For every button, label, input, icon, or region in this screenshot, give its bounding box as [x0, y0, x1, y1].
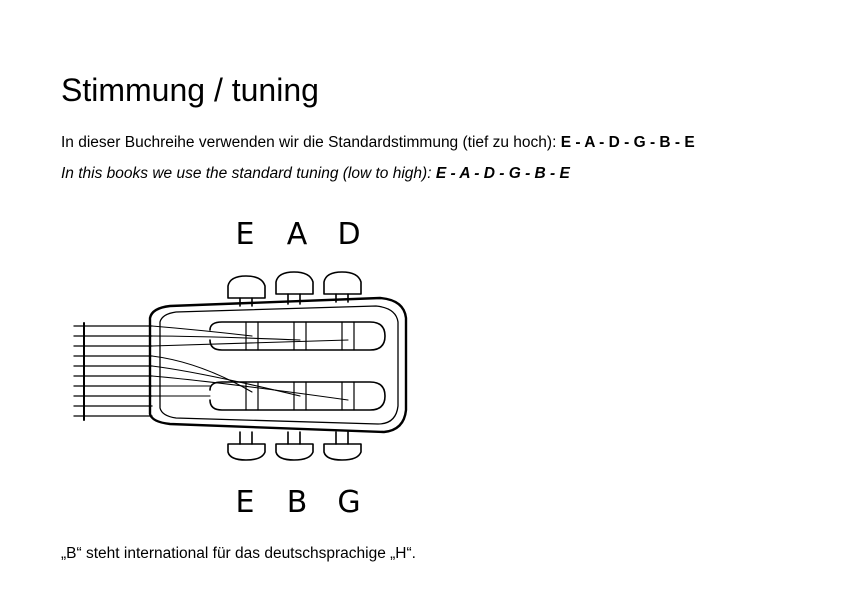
bottom-string-label: G [337, 485, 361, 520]
top-string-label: E [235, 217, 255, 252]
page-title: Stimmung / tuning [61, 72, 319, 108]
guitar-headstock-diagram [70, 210, 420, 525]
footnote: „B“ steht international für das deutschsprachige „H“. [61, 545, 416, 562]
german-tuning-sentence [61, 133, 695, 153]
top-string-label: D [337, 217, 361, 252]
top-string-label: A [286, 217, 308, 252]
english-tuning-text: In this books we use the standard tuning (low to high): [61, 165, 436, 182]
english-tuning-notes: E - A - D - G - B - E [435, 165, 570, 182]
bottom-tuners [228, 432, 361, 460]
german-tuning-notes: E - A - D - G - B - E [560, 134, 695, 151]
bottom-string-label: E [235, 485, 255, 520]
lower-slot [210, 382, 385, 410]
headstock-outline [150, 298, 406, 432]
english-tuning-sentence [61, 164, 570, 184]
upper-slot [210, 322, 385, 350]
german-tuning-text: In dieser Buchreihe verwenden wir die Standardstimmung (tief zu hoch): [61, 134, 561, 151]
bottom-string-label: B [286, 485, 308, 520]
neck-strings [74, 326, 152, 416]
